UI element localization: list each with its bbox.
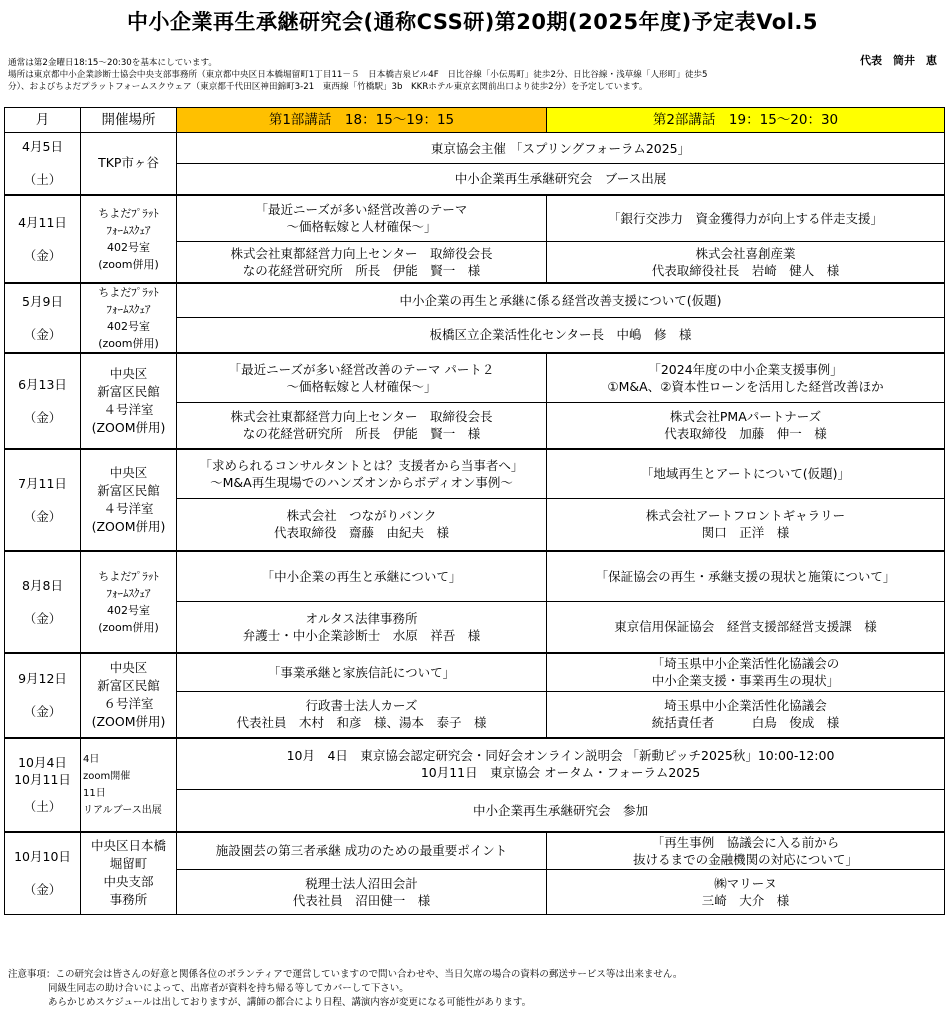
venue-cell-line: 4日 xyxy=(83,753,100,765)
part1-speaker-line: 株式会社東都経営力向上センター 取締役会長 xyxy=(230,409,493,425)
part2-title xyxy=(547,195,945,242)
part1-title xyxy=(177,195,547,242)
part2-speaker-line: 埼玉県中小企業活性化協議会 xyxy=(664,698,827,714)
day-of-week: （金） xyxy=(23,882,62,898)
date-cell xyxy=(5,195,81,283)
venue-cell-line: 新富区民館 xyxy=(97,482,160,498)
venue-cell-line: zoom開催 xyxy=(83,770,131,782)
part1-title xyxy=(177,449,547,499)
part1-speaker-line: なの花経営研究所 所長 伊能 賢一 様 xyxy=(242,262,481,278)
part1-speaker-line: 行政書士法人カーズ xyxy=(305,698,418,714)
venue-cell-line: ちよだﾌﾟﾗｯﾄ xyxy=(98,206,159,220)
part1-speaker-line: 代表取締役 齋藤 由紀夫 様 xyxy=(273,525,449,541)
part2-speaker-line: 統括責任者 白鳥 俊成 様 xyxy=(651,715,840,731)
venue-cell-line: TKP市ヶ谷 xyxy=(98,155,159,171)
part2-title-line: 抜けるまでの金融機関の対応について」 xyxy=(633,851,858,867)
part1-speaker-line: 代表社員 沼田健一 様 xyxy=(292,893,431,908)
venue-cell xyxy=(81,283,177,353)
note-line: 注意事項：この研究会は皆さんの好意と関係各位のボランティアで運営していますので問い合わせや、当日欠席の場合の資料の郵送サービス等は出来ません。 xyxy=(8,969,683,980)
part1-title-line: 「最近ニーズが多い経営改善のテーマ パート２ xyxy=(228,361,495,377)
part2-speaker-line: 関口 正洋 様 xyxy=(701,525,790,541)
date-cell xyxy=(5,449,81,551)
venue-cell-line: (zoom併用) xyxy=(98,336,159,350)
table-row xyxy=(5,653,945,692)
day-of-week: （土） xyxy=(23,799,62,814)
spacer xyxy=(7,788,78,798)
part2-title-line: 「再生事例 協議会に入る前から xyxy=(651,834,840,850)
part2-title xyxy=(547,832,945,870)
date-cell xyxy=(5,832,81,915)
venue-cell-line: (ZOOM併用) xyxy=(91,419,166,435)
venue-cell-line: 事務所 xyxy=(109,892,148,908)
part2-speaker xyxy=(547,602,945,653)
venue-cell xyxy=(81,832,177,915)
full-width-topic xyxy=(177,133,945,164)
date-cell xyxy=(5,133,81,195)
full-width-detail-line: 中小企業再生承継研究会 参加 xyxy=(472,802,648,818)
date-second: 10月11日 xyxy=(14,772,71,787)
part1-speaker xyxy=(177,403,547,449)
part1-title-line: ～価格転嫁と人材確保～」 xyxy=(286,219,437,235)
venue-cell xyxy=(81,133,177,195)
date: 10月4日 xyxy=(18,755,67,770)
spacer xyxy=(7,687,78,703)
table-row xyxy=(5,133,945,164)
part1-speaker xyxy=(177,870,547,915)
part2-speaker xyxy=(547,242,945,283)
schedule-table xyxy=(4,107,945,915)
venue-cell-line: 中央区 xyxy=(109,464,148,480)
venue-cell xyxy=(81,353,177,449)
venue-cell-line: 新富区民館 xyxy=(97,678,160,693)
part1-title-line: 「事業承継と家族信託について」 xyxy=(267,664,456,680)
venue-cell-line: 402号室 xyxy=(107,240,150,254)
day-of-week: （金） xyxy=(23,704,62,719)
venue-cell-line: 中央区 xyxy=(109,660,148,675)
part1-title xyxy=(177,653,547,692)
table-row xyxy=(5,738,945,790)
day-of-week: （金） xyxy=(23,326,62,342)
header-venue: 開催場所 xyxy=(81,108,177,133)
date: 5月9日 xyxy=(22,293,63,309)
part1-title-line: 「求められるコンサルタントとは？支援者から当事者へ」 xyxy=(199,457,524,473)
part1-title-line: 「中小企業の再生と承継について」 xyxy=(261,568,462,584)
date-cell xyxy=(5,738,81,832)
venue-cell-line: 中央区日本橋 xyxy=(90,838,166,854)
venue-cell-line: ﾌｫｰﾑｽｸｪｱ xyxy=(106,223,151,237)
table-row xyxy=(5,832,945,870)
part2-speaker-line: 三崎 大介 様 xyxy=(701,893,790,908)
venue-cell xyxy=(81,738,177,832)
part2-speaker-line: 代表取締役社長 岩崎 健人 様 xyxy=(651,262,840,278)
part1-speaker-line: オルタス法律事務所 xyxy=(305,610,418,626)
full-width-detail xyxy=(177,318,945,353)
day-of-week: （金） xyxy=(23,508,62,524)
representative: 代表 筒井 恵 xyxy=(860,54,937,67)
info-line: 場所は東京都中小企業診断士協会中央支部事務所（東京都中央区日本橋堀留町1丁目11－５ 日本橋吉泉ビル4F 日比谷線「小伝馬町」徒歩2分、日比谷線・浅草線「人形町」徒歩5 xyxy=(8,70,708,80)
venue-cell-line: ６号洋室 xyxy=(103,696,154,711)
day-of-week: （金） xyxy=(23,610,62,626)
part1-speaker xyxy=(177,242,547,283)
part1-speaker xyxy=(177,602,547,653)
part1-title-line: ～価格転嫁と人材確保～」 xyxy=(286,378,437,394)
full-width-detail-line: 板橋区立企業活性化センター長 中嶋 修 様 xyxy=(429,327,692,343)
part2-speaker-line: 株式会社喜創産業 xyxy=(695,245,796,261)
part1-speaker-line: 代表社員 木村 和彦 様、湯本 泰子 様 xyxy=(236,715,487,731)
part2-title-line: ①M&A、②資本性ローンを活用した経営改善ほか xyxy=(607,378,884,394)
part2-speaker-line: ㈱マリーヌ xyxy=(714,876,777,891)
part1-title xyxy=(177,551,547,602)
date: 4月11日 xyxy=(18,214,67,230)
info-line: 通常は第2金曜日18:15～20:30を基本にしています。 xyxy=(8,58,217,68)
part2-speaker xyxy=(547,499,945,551)
venue-cell-line: 中央支部 xyxy=(103,874,154,890)
day-of-week: （土） xyxy=(23,172,62,188)
part2-title-line: 中小企業支援・事業再生の現状」 xyxy=(651,673,840,689)
part2-title xyxy=(547,353,945,403)
part2-title xyxy=(547,653,945,692)
venue-cell-line: 新富区民館 xyxy=(97,383,160,399)
full-width-topic-line: 10月 4日 東京協会認定研究会・同好会オンライン説明会 「新動ピッチ2025秋」10:00-12:00 xyxy=(286,747,835,763)
spacer xyxy=(7,155,78,171)
info-line: 分）、およびちよだプラットフォームスクウェア（東京都千代田区神田錦町3-21 東西線「竹橋駅」3b KKRホテル東京玄関前出口より徒歩2分）を予定しています。 xyxy=(8,82,648,92)
venue-cell xyxy=(81,449,177,551)
part2-title-line: 「埼玉県中小企業活性化協議会の xyxy=(651,656,840,672)
venue-cell-line: ４号洋室 xyxy=(103,500,154,516)
part2-speaker xyxy=(547,692,945,738)
venue-cell-line: 402号室 xyxy=(107,603,150,617)
part1-speaker xyxy=(177,692,547,738)
part1-speaker-line: 株式会社 つながりバンク xyxy=(286,508,437,524)
header-part1: 第1部講話 18：15～19：15 xyxy=(177,108,547,133)
full-width-detail xyxy=(177,164,945,195)
note-line: あらかじめスケジュールは出しておりますが、講師の都合により日程、講演内容が変更になる可能性があります。 xyxy=(48,997,532,1008)
part2-speaker xyxy=(547,403,945,449)
venue-cell-line: 中央区 xyxy=(109,365,148,381)
part1-speaker-line: 株式会社東都経営力向上センター 取締役会長 xyxy=(230,245,493,261)
note-line: 同級生同志の助け合いによって、出席者が資料を持ち帰る等してカバーして下さい。 xyxy=(48,983,409,994)
full-width-topic xyxy=(177,738,945,790)
full-width-detail-line: 中小企業再生承継研究会 ブース出展 xyxy=(454,171,667,187)
venue-cell-line: (ZOOM併用) xyxy=(91,518,166,534)
venue-cell-line: ４号洋室 xyxy=(103,401,154,417)
day-of-week: （金） xyxy=(23,247,62,263)
venue-cell-line: リアルブース出展 xyxy=(83,804,162,816)
date: 4月5日 xyxy=(22,139,63,155)
part2-title xyxy=(547,551,945,602)
spacer xyxy=(7,492,78,508)
part2-title-line: 「銀行交渉力 資金獲得力が向上する伴走支援」 xyxy=(607,210,883,226)
full-width-topic xyxy=(177,283,945,318)
part2-title-line: 「地域再生とアートについて(仮題)」 xyxy=(640,466,851,482)
spacer xyxy=(7,310,78,326)
venue-cell-line: ﾌｫｰﾑｽｸｪｱ xyxy=(106,302,151,316)
page-title: 中小企業再生承継研究会(通称CSS研)第20期(2025年度)予定表Vol.5 xyxy=(127,10,818,34)
date: 10月10日 xyxy=(14,849,71,865)
full-width-detail xyxy=(177,790,945,832)
venue-cell xyxy=(81,195,177,283)
date: 9月12日 xyxy=(18,671,67,686)
spacer xyxy=(7,865,78,881)
header-part2: 第2部講話 19：15～20：30 xyxy=(547,108,945,133)
full-width-topic-line: 中小企業の再生と承継に係る経営改善支援について(仮題) xyxy=(399,292,722,308)
spacer xyxy=(7,393,78,409)
header-month: 月 xyxy=(5,108,81,133)
notes xyxy=(8,968,682,1010)
part2-title xyxy=(547,449,945,499)
part2-speaker-line: 代表取締役 加藤 伸一 様 xyxy=(664,426,827,442)
header-row xyxy=(5,108,945,133)
table-row xyxy=(5,283,945,318)
part2-speaker xyxy=(547,870,945,915)
part1-speaker-line: なの花経営研究所 所長 伊能 賢一 様 xyxy=(242,426,481,442)
venue-cell xyxy=(81,653,177,738)
venue-cell-line: 堀留町 xyxy=(109,856,148,872)
general-info xyxy=(8,57,828,93)
spacer xyxy=(7,594,78,610)
spacer xyxy=(7,231,78,247)
part1-title-line: 施設園芸の第三者承継 成功のための最重要ポイント xyxy=(215,843,508,859)
part2-title-line: 「保証協会の再生・承継支援の現状と施策について」 xyxy=(595,568,896,584)
venue-cell-line: (zoom併用) xyxy=(98,257,159,271)
venue-cell xyxy=(81,551,177,653)
part2-speaker-line: 株式会社アートフロントギャラリー xyxy=(645,508,846,524)
venue-cell-line: (zoom併用) xyxy=(98,620,159,634)
schedule-body xyxy=(5,133,945,915)
full-width-topic-line: 10月11日 東京協会 オータム・フォーラム2025 xyxy=(420,764,701,780)
venue-cell-line: (ZOOM併用) xyxy=(91,714,166,729)
part1-title-line: 「最近ニーズが多い経営改善のテーマ xyxy=(255,202,468,218)
table-row xyxy=(5,353,945,403)
date-cell xyxy=(5,353,81,449)
part1-title xyxy=(177,832,547,870)
table-row xyxy=(5,551,945,602)
part2-speaker-line: 株式会社PMAパートナーズ xyxy=(669,409,822,425)
day-of-week: （金） xyxy=(23,409,62,425)
part1-speaker-line: 税理士法人沼田会計 xyxy=(305,876,418,891)
part2-title-line: 「2024年度の中小企業支援事例」 xyxy=(648,361,843,377)
venue-cell-line: ちよだﾌﾟﾗｯﾄ xyxy=(98,569,159,583)
date: 7月11日 xyxy=(18,475,67,491)
full-width-topic-line: 東京協会主催 「スプリングフォーラム2025」 xyxy=(430,140,691,156)
venue-cell-line: ﾌｫｰﾑｽｸｪｱ xyxy=(106,586,151,600)
part2-speaker-line: 東京信用保証協会 経営支援部経営支援課 様 xyxy=(614,619,877,635)
part1-title-line: ～M&A再生現場でのハンズオンからボディオン事例～ xyxy=(210,474,513,490)
date-cell xyxy=(5,653,81,738)
date-cell xyxy=(5,551,81,653)
venue-cell-line: 11日 xyxy=(83,787,106,799)
table-row xyxy=(5,195,945,242)
part1-title xyxy=(177,353,547,403)
part1-speaker-line: 弁護士・中小企業診断士 水原 祥吾 様 xyxy=(242,627,481,643)
date-cell xyxy=(5,283,81,353)
venue-cell-line: ちよだﾌﾟﾗｯﾄ xyxy=(98,285,159,299)
table-row xyxy=(5,449,945,499)
venue-cell-line: 402号室 xyxy=(107,319,150,333)
part1-speaker xyxy=(177,499,547,551)
date: 6月13日 xyxy=(18,376,67,392)
date: 8月8日 xyxy=(22,577,63,593)
